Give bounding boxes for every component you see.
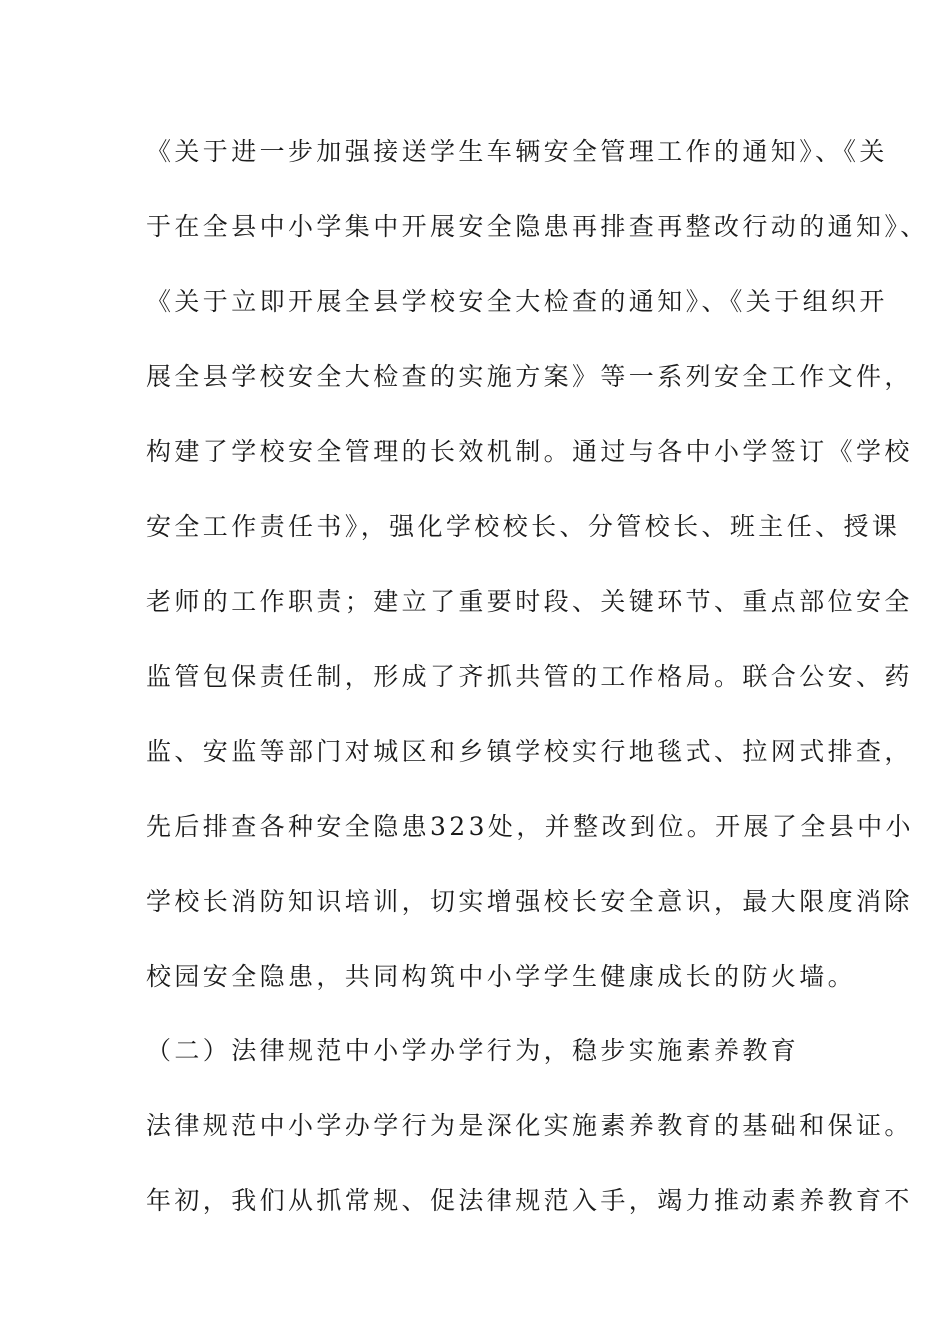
body-text-line: 于在全县中小学集中开展安全隐患再排查再整改行动的通知》、 [146,212,929,241]
body-text-line: 监、安监等部门对城区和乡镇学校实行地毯式、拉网式排查， [146,737,913,766]
body-text-line: 法律规范中小学办学行为是深化实施素养教育的基础和保证。 [146,1111,913,1140]
body-text-line: 年初，我们从抓常规、促法律规范入手，竭力推动素养教育不 [146,1186,913,1215]
section-heading: （二）法律规范中小学办学行为，稳步实施素养教育 [146,1036,800,1065]
body-text-line: 老师的工作职责；建立了重要时段、关键环节、重点部位安全 [146,587,913,616]
body-text-line: 安全工作责任书》，强化学校校长、分管校长、班主任、授课 [146,512,901,541]
body-text-line: 校园安全隐患，共同构筑中小学学生健康成长的防火墙。 [146,962,857,991]
body-text-line: 构建了学校安全管理的长效机制。通过与各中小学签订《学校 [146,437,913,466]
body-text-line: 先后排查各种安全隐患323处，并整改到位。开展了全县中小 [146,812,914,841]
body-text-line: 监管包保责任制，形成了齐抓共管的工作格局。联合公安、药 [146,662,913,691]
body-text-line: 展全县学校安全大检查的实施方案》等一系列安全工作文件， [146,362,913,391]
body-text-line: 《关于进一步加强接送学生车辆安全管理工作的通知》、《关 [146,137,888,166]
body-text-line: 《关于立即开展全县学校安全大检查的通知》、《关于组织开 [146,287,888,316]
body-text-line: 学校长消防知识培训，切实增强校长安全意识，最大限度消除 [146,887,913,916]
